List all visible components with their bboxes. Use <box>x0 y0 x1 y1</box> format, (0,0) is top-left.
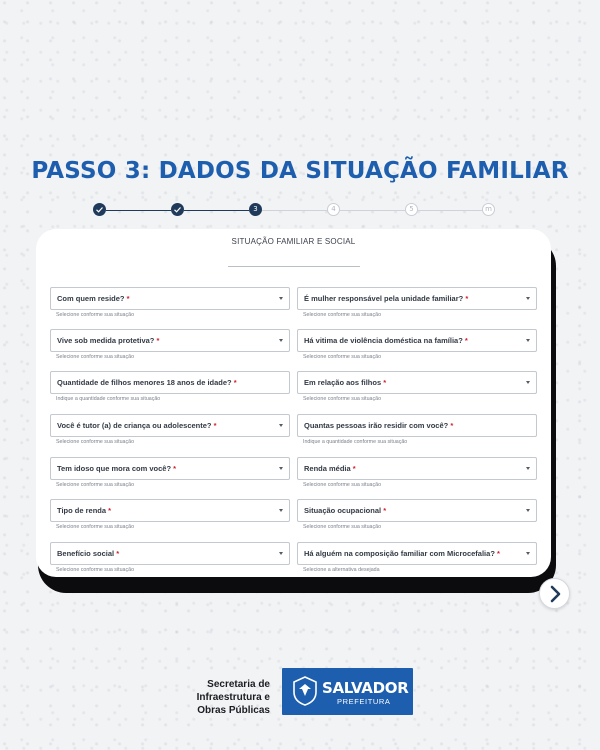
secretaria-name <box>180 678 270 717</box>
idoso-select[interactable] <box>50 457 290 480</box>
field-idoso <box>50 457 290 488</box>
field-label: É mulher responsável pela unidade familiar? <box>304 294 464 303</box>
field-situacao-ocupacional <box>297 499 537 530</box>
relacao-filhos-select[interactable] <box>297 371 537 394</box>
next-button[interactable] <box>539 578 570 609</box>
field-label: Vive sob medida protetiva? <box>57 336 155 345</box>
secretaria-line: Obras Públicas <box>197 705 270 716</box>
field-label: Quantidade de filhos menores 18 anos de idade? <box>57 378 232 387</box>
chevron-down-icon <box>526 552 530 555</box>
tipo-renda-select[interactable] <box>50 499 290 522</box>
pessoas-residir-input[interactable] <box>297 414 537 437</box>
beneficio-social-select[interactable] <box>50 542 290 565</box>
field-hint: Selecione conforme sua situação <box>56 524 135 530</box>
field-label: Benefício social <box>57 549 115 558</box>
required-mark: * <box>464 336 468 345</box>
field-hint: Selecione conforme sua situação <box>303 524 382 530</box>
step-3-current[interactable]: 3 <box>249 203 262 216</box>
field-hint: Selecione conforme sua situação <box>56 354 135 360</box>
field-mulher-responsavel <box>297 287 537 318</box>
field-label: Tipo de renda <box>57 506 107 515</box>
required-mark: * <box>173 464 177 473</box>
field-hint: Selecione conforme sua situação <box>56 439 135 445</box>
required-mark: * <box>108 506 112 515</box>
check-icon <box>171 203 184 216</box>
field-hint: Selecione conforme sua situação <box>303 482 382 488</box>
city-emblem-icon <box>292 675 318 707</box>
step-4[interactable]: 4 <box>327 203 340 216</box>
required-mark: * <box>156 336 160 345</box>
secretaria-line: Secretaria de <box>207 679 270 690</box>
step-connector <box>106 210 171 211</box>
chevron-down-icon <box>279 424 283 427</box>
field-tipo-renda <box>50 499 290 530</box>
field-quantidade-filhos <box>50 371 290 402</box>
step-connector <box>418 210 483 211</box>
field-hint: Selecione a alternativa desejada <box>303 567 380 573</box>
chevron-down-icon <box>526 381 530 384</box>
field-medida-protetiva <box>50 329 290 360</box>
field-hint: Indique a quantidade conforme sua situação <box>303 439 408 445</box>
field-microcefalia <box>297 542 537 573</box>
step-final[interactable]: m <box>482 203 495 216</box>
field-label: Situação ocupacional <box>304 506 382 515</box>
field-label: Renda média <box>304 464 351 473</box>
section-title: SITUAÇÃO FAMILIAR E SOCIAL <box>231 237 356 246</box>
chevron-down-icon <box>279 297 283 300</box>
required-mark: * <box>213 421 217 430</box>
quantidade-filhos-input[interactable] <box>50 371 290 394</box>
step-1-complete[interactable] <box>93 203 106 216</box>
step-5[interactable]: 5 <box>405 203 418 216</box>
check-icon <box>93 203 106 216</box>
situacao-ocupacional-select[interactable] <box>297 499 537 522</box>
field-tutor <box>50 414 290 445</box>
required-mark: * <box>233 378 237 387</box>
progress-stepper <box>93 203 495 219</box>
chevron-down-icon <box>526 297 530 300</box>
field-hint: Selecione conforme sua situação <box>56 312 135 318</box>
chevron-down-icon <box>279 509 283 512</box>
step-2-complete[interactable] <box>171 203 184 216</box>
field-label: Quantas pessoas irão residir com você? <box>304 421 449 430</box>
field-hint: Selecione conforme sua situação <box>303 312 382 318</box>
field-relacao-filhos <box>297 371 537 402</box>
required-mark: * <box>450 421 454 430</box>
com-quem-reside-select[interactable] <box>50 287 290 310</box>
microcefalia-select[interactable] <box>297 542 537 565</box>
prefeitura-salvador-logo <box>282 668 413 715</box>
chevron-down-icon <box>279 467 283 470</box>
field-label: Há vitima de violência doméstica na família? <box>304 336 463 345</box>
step-connector <box>340 210 405 211</box>
renda-media-select[interactable] <box>297 457 537 480</box>
required-mark: * <box>497 549 500 558</box>
tutor-select[interactable] <box>50 414 290 437</box>
field-label: Em relação aos filhos <box>304 378 382 387</box>
required-mark: * <box>116 549 120 558</box>
step-connector <box>262 210 327 211</box>
field-hint: Indique a quantidade conforme sua situação <box>56 396 161 402</box>
section-divider <box>228 266 360 267</box>
field-com-quem-reside <box>50 287 290 318</box>
chevron-down-icon <box>279 339 283 342</box>
field-hint: Selecione conforme sua situação <box>56 567 135 573</box>
field-hint: Selecione conforme sua situação <box>56 482 135 488</box>
violencia-domestica-select[interactable] <box>297 329 537 352</box>
field-label: Há alguém na composição familiar com Microcefalia? <box>304 549 495 558</box>
field-beneficio-social <box>50 542 290 573</box>
step-connector <box>184 210 249 211</box>
secretaria-line: Infraestrutura e <box>196 692 270 703</box>
field-violencia-domestica <box>297 329 537 360</box>
required-mark: * <box>352 464 356 473</box>
required-mark: * <box>383 506 387 515</box>
chevron-down-icon <box>526 467 530 470</box>
field-label: Você é tutor (a) de criança ou adolescente? <box>57 421 212 430</box>
chevron-down-icon <box>526 339 530 342</box>
required-mark: * <box>126 294 130 303</box>
field-renda-media <box>297 457 537 488</box>
form-card <box>36 229 551 577</box>
field-pessoas-residir <box>297 414 537 445</box>
chevron-right-icon <box>547 585 564 603</box>
chevron-down-icon <box>526 509 530 512</box>
medida-protetiva-select[interactable] <box>50 329 290 352</box>
field-label: Com quem reside? <box>57 294 125 303</box>
required-mark: * <box>383 378 387 387</box>
logo-name: SALVADOR <box>322 679 409 697</box>
page-title: PASSO 3: DADOS DA SITUAÇÃO FAMILIAR <box>31 158 569 184</box>
required-mark: * <box>465 294 469 303</box>
mulher-responsavel-select[interactable] <box>297 287 537 310</box>
field-hint: Selecione conforme sua situação <box>303 354 382 360</box>
logo-subtitle: PREFEITURA <box>337 697 391 706</box>
field-label: Tem idoso que mora com você? <box>57 464 172 473</box>
field-hint: Selecione conforme sua situação <box>303 396 382 402</box>
chevron-down-icon <box>279 552 283 555</box>
